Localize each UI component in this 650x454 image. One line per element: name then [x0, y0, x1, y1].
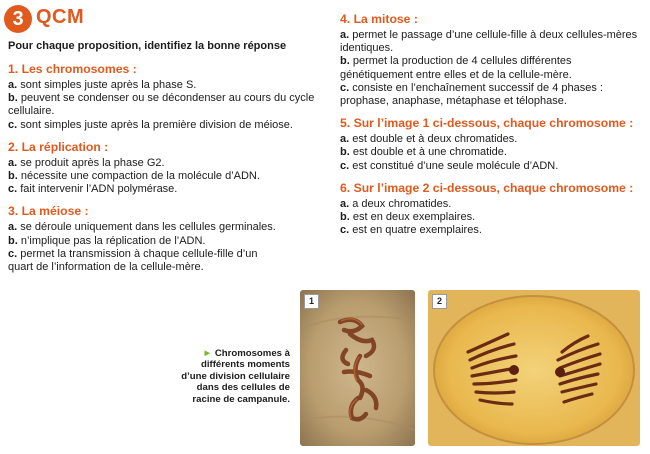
question-5-option-b: b. est double et à une chromatide. [340, 146, 507, 159]
chromosome-micrograph-2 [428, 290, 640, 446]
image-2-label: 2 [432, 294, 447, 309]
micrograph-image-2 [428, 290, 640, 446]
figure-caption: ► Chromosomes à différents moments d’une division cellulaire dans des cellules de racine de campanule. [181, 348, 290, 405]
question-6-option-c: c. est en quatre exemplaires. [340, 224, 482, 237]
chromosome-micrograph-1 [300, 290, 415, 446]
question-3-title: 3. La méiose : [8, 204, 89, 219]
image-1-label: 1 [304, 294, 319, 309]
question-4-option-a: a. permet le passage d’une cellule-fille à deux cellules-mères identiques. [340, 29, 638, 55]
question-3-option-c: c. permet la transmission à chaque cellule-fille d’un quart de l’information de la cellule-mère. [8, 247, 258, 274]
question-3-option-a: a. se déroule uniquement dans les cellules germinales. [8, 221, 276, 234]
caption-marker-icon: ► [202, 348, 213, 359]
question-4-option-b: b. permet la production de 4 cellules différentes génétiquement entre elles et de la cellule-mère. [340, 55, 572, 81]
question-6-title: 6. Sur l’image 2 ci-dessous, chaque chromosome : [340, 180, 634, 195]
question-1-option-b: b. peuvent se condenser ou se décondenser au cours du cycle cellulaire. [8, 92, 315, 118]
question-5-option-a: a. est double et à deux chromatides. [340, 133, 518, 146]
question-6-option-a: a. a deux chromatides. [340, 197, 452, 210]
exercise-number-badge: 3 [4, 5, 32, 33]
question-5-title: 5. Sur l’image 1 ci-dessous, chaque chromosome : [340, 116, 634, 131]
exercise-title: QCM [36, 6, 85, 28]
instructions: Pour chaque proposition, identifiez la bonne réponse [8, 40, 287, 52]
question-2-option-c: c. fait intervenir l’ADN polymérase. [8, 183, 178, 196]
micrograph-image-1 [300, 290, 415, 446]
right-column [340, 12, 645, 237]
question-2-option-b: b. nécessite une compaction de la molécule d’ADN. [8, 170, 260, 183]
question-6-option-b: b. est en deux exemplaires. [340, 211, 476, 224]
question-2-option-a: a. se produit après la phase G2. [8, 156, 165, 169]
question-4-option-c: c. consiste en l’enchaînement successif de 4 phases : prophase, anaphase, métaphase et télophase. [340, 81, 603, 108]
question-2-title: 2. La réplication : [8, 139, 109, 154]
question-1-title: 1. Les chromosomes : [8, 62, 137, 76]
left-column [8, 62, 324, 274]
question-4-title: 4. La mitose : [340, 12, 418, 26]
question-3-option-b: b. n’implique pas la réplication de l’ADN. [8, 234, 206, 247]
question-5-option-c: c. est constitué d’une seule molécule d’ADN. [340, 159, 559, 172]
question-1-option-a: a. sont simples juste après la phase S. [8, 79, 197, 91]
question-1-option-c: c. sont simples juste après la première division de méiose. [8, 118, 293, 131]
